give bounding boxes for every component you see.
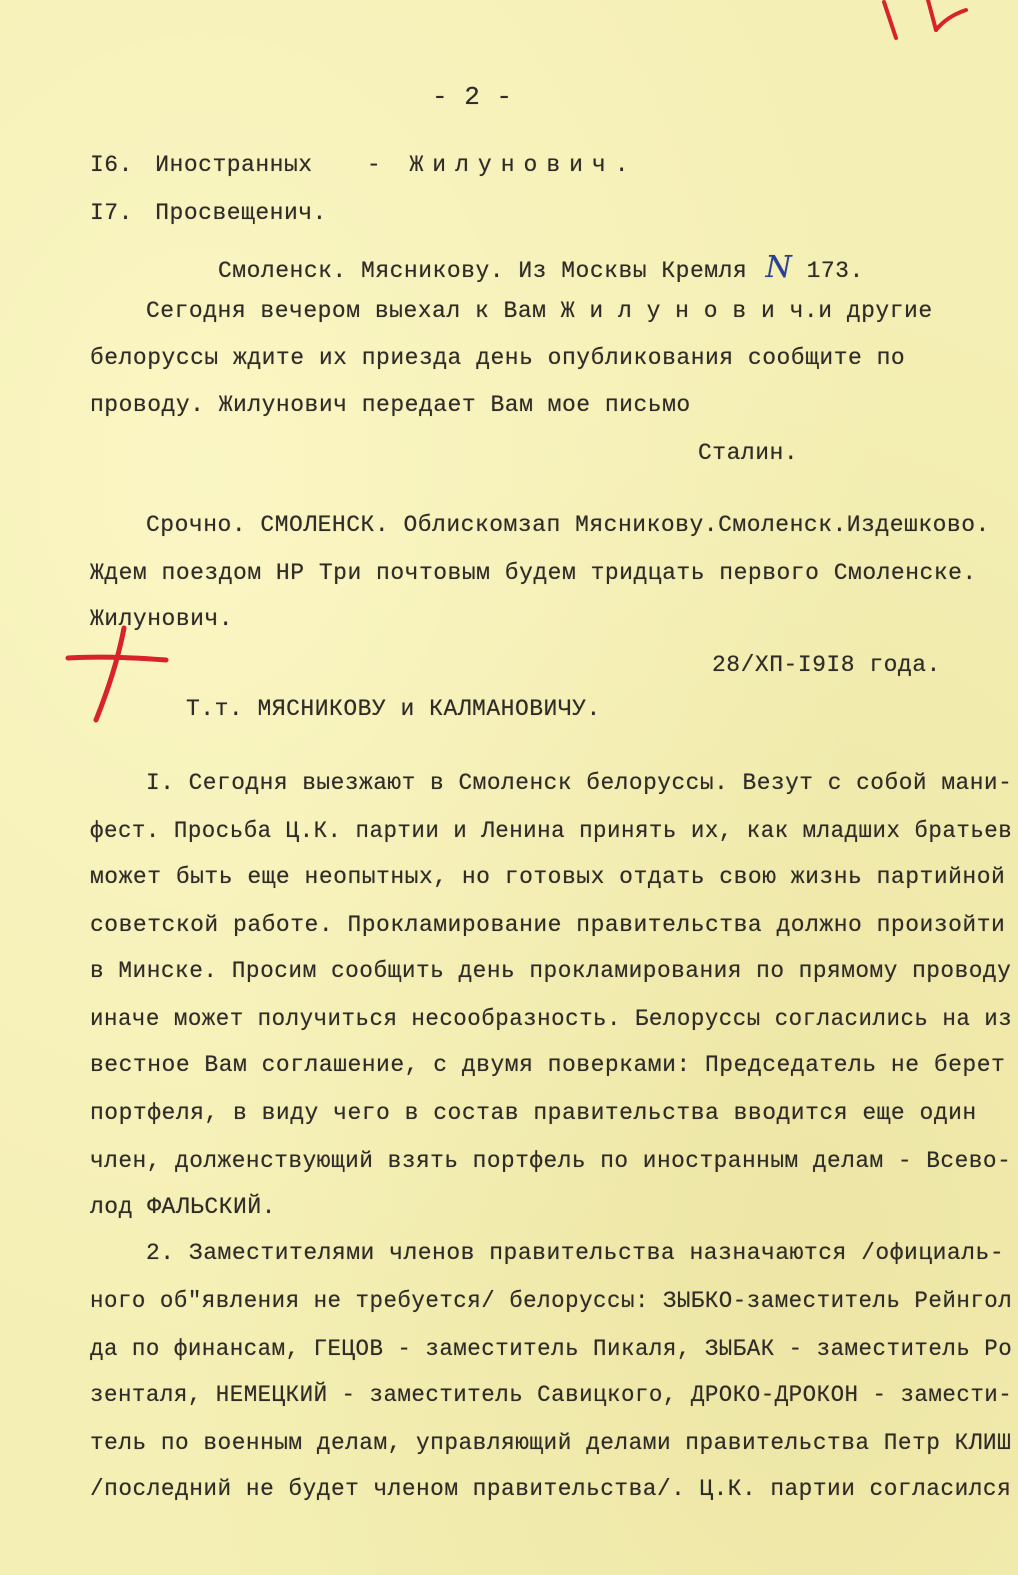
telegram-number-mark: N <box>765 250 793 285</box>
body-line: да по финансам, ГЕЦОВ - заместитель Пикаля, ЗЫБАК - заместитель Ро <box>90 1336 1013 1362</box>
page-number: - 2 - <box>432 82 513 112</box>
list-item-dash: - <box>366 152 382 178</box>
body-line: член, долженствующий взять портфель по иностранным делам - Всево- <box>90 1148 1012 1174</box>
red-cross-mark <box>60 620 175 730</box>
list-item <box>90 200 327 226</box>
body-line: вестное Вам соглашение, с двумя поверками: Председатель не берет <box>90 1052 1006 1078</box>
body-line: в Минске. Просим сообщить день прокламирования по прямому проводу <box>90 958 1012 984</box>
list-item-number: I6. <box>90 152 133 178</box>
list-item-text: Просвещенич. <box>155 200 327 226</box>
telegram-line: проводу. Жилунович передает Вам мое письмо <box>90 392 691 418</box>
corner-folio-mark <box>870 0 1018 50</box>
body-line: 2. Заместителями членов правительства назначаются /официаль- <box>146 1240 1005 1266</box>
body-line: ного об"явления не требуется/ белоруссы: ЗЫБКО-заместитель Рейнгол <box>90 1288 1013 1314</box>
telegram-line: Сегодня вечером выехал к Вам Ж и л у н о в и ч.и другие <box>146 298 933 324</box>
body-line: иначе может получиться несообразность. Белоруссы согласились на из <box>90 1006 1013 1032</box>
telegram-line: Ждем поездом НР Три почтовым будем тридцать первого Смоленске. <box>90 560 977 586</box>
telegram-header-text: Смоленск. Мясникову. Из Москвы Кремля <box>218 258 748 284</box>
addressee: Т.т. МЯСНИКОВУ и КАЛМАНОВИЧУ. <box>186 696 601 722</box>
telegram-signature: Сталин. <box>698 440 799 466</box>
body-line: может быть еще неопытных, но готовых отдать свою жизнь партийной <box>90 864 1006 890</box>
body-line: советской работе. Прокламирование правительства должно произойти <box>90 912 1006 938</box>
list-item-name: Жилунович. <box>409 152 638 178</box>
telegram-number: 173. <box>806 258 864 284</box>
body-line: зенталя, НЕМЕЦКИЙ - заместитель Савицкого, ДРОКО-ДРОКОН - замести- <box>90 1382 1013 1408</box>
body-line: фест. Просьба Ц.К. партии и Ленина принять их, как младших братьев <box>90 818 1013 844</box>
telegram-line: белоруссы ждите их приезда день опубликования сообщите по <box>90 345 906 371</box>
body-line: тель по военным делам, управляющий делами правительства Петр КЛИШ <box>90 1430 1012 1456</box>
body-line: I. Сегодня выезжают в Смоленск белоруссы. Везут с собой мани- <box>146 770 1013 796</box>
body-line: /последний не будет членом правительства/. Ц.К. партии согласился <box>90 1476 1012 1502</box>
telegram-header <box>218 250 864 285</box>
list-item <box>90 152 638 178</box>
telegram-line: Жилунович. <box>90 606 234 632</box>
body-line: лод ФАЛЬСКИЙ. <box>90 1194 276 1220</box>
body-line: портфеля, в виду чего в состав правительства вводится еще один <box>90 1100 977 1126</box>
document-date: 28/XП-I9I8 года. <box>712 652 941 678</box>
list-item-number: I7. <box>90 200 133 226</box>
list-item-text: Иностранных <box>155 152 313 178</box>
telegram-line: Срочно. СМОЛЕНСК. Облискомзап Мясникову.Смоленск.Издешково. <box>146 512 990 538</box>
